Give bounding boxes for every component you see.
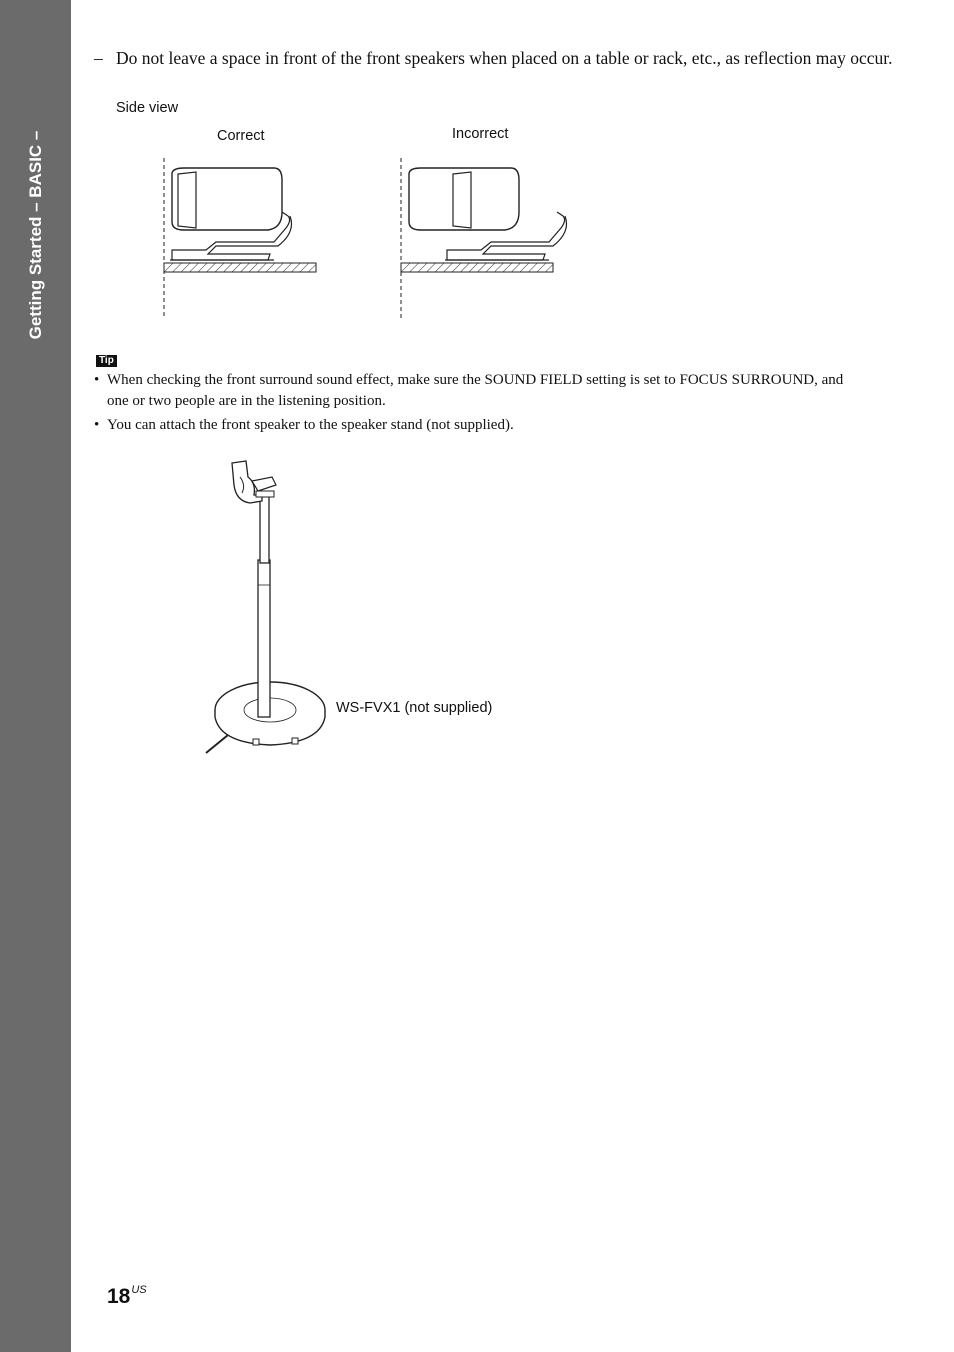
list-item — [94, 415, 854, 436]
tip-badge: Tip — [96, 355, 117, 367]
page-number — [107, 1284, 147, 1309]
side-view-caption: Side view — [116, 100, 179, 116]
bullet-icon: • — [94, 372, 100, 388]
section-label: Getting Started – BASIC – — [26, 130, 45, 340]
speaker-stand-figure — [196, 455, 336, 760]
correct-speaker-diagram — [164, 158, 316, 318]
bullet-icon: • — [94, 417, 100, 433]
tip-item-text: When checking the front surround sound effect, make sure the SOUND FIELD setting is set to FOCUS SURROUND, and one or two people are in the listening position. — [107, 372, 844, 409]
incorrect-speaker-diagram — [401, 158, 567, 318]
side-tab — [0, 0, 71, 1352]
incorrect-label: Incorrect — [452, 126, 509, 142]
correct-label: Correct — [217, 128, 265, 144]
page-number-suffix: US — [131, 1284, 147, 1296]
page-number-value: 18 — [107, 1285, 131, 1308]
tip-list — [94, 370, 854, 439]
list-item — [94, 370, 854, 412]
dash-list-item — [94, 46, 894, 71]
dash-marker: – — [94, 48, 103, 68]
dash-item-text: Do not leave a space in front of the front speakers when placed on a table or rack, etc., as reflection may occur. — [116, 48, 893, 68]
speaker-placement-figure — [150, 150, 570, 325]
tip-item-text: You can attach the front speaker to the speaker stand (not supplied). — [107, 417, 514, 433]
stand-label: WS-FVX1 (not supplied) — [336, 700, 493, 716]
